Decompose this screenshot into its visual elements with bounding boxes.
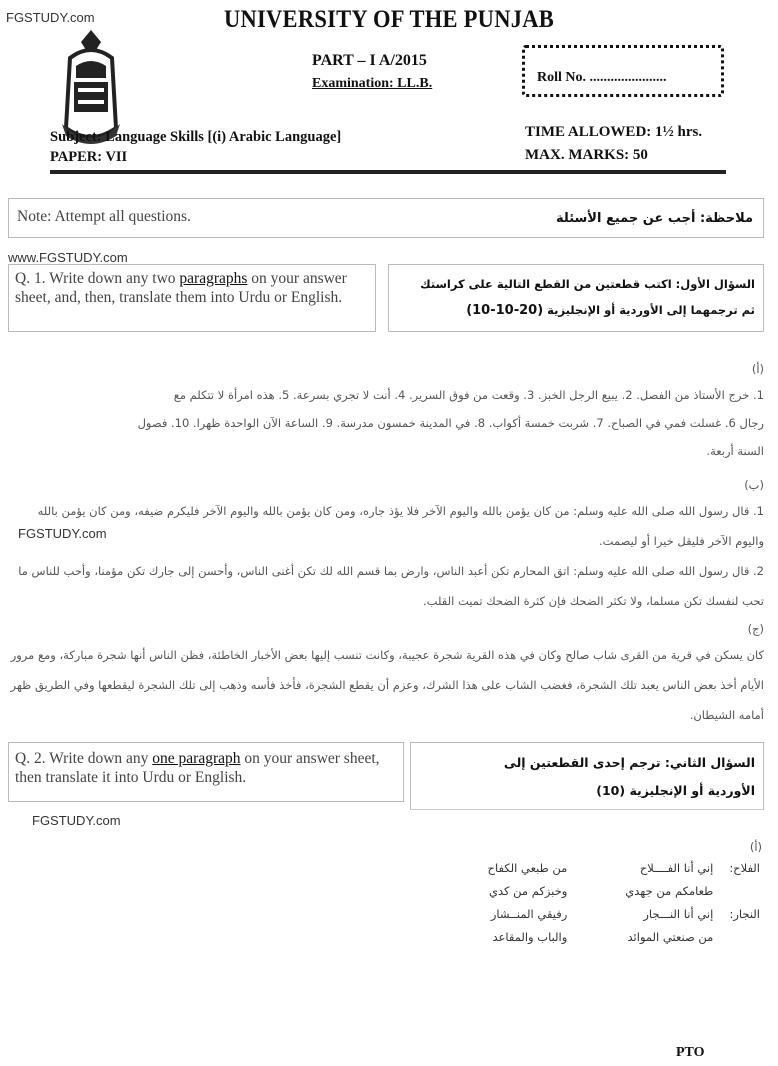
- q1-english-text: Q. 1. Write down any two paragraphs on your answer sheet, and, then, translate them into Urdu or English.: [15, 270, 347, 306]
- story-paragraph: كان يسكن في قرية من القرى شاب صالح وكان في هذه القرية شجرة عجيبة، وكانت تنسب إليها بعض الأخبار الخاطئة، فظن الناس أنها شجرة مباركة، ومع مرور الأيام أخذ بعض الناس يعبد تلك الشجرة، فغضب الشاب على هذا الشرك، وعزم أن يقطع الشجرة، فأخذ فأسه وذهب إلى تلك الشجرة ليقطعها وفي الطريق ظهر أمامه الشيطان.: [10, 648, 764, 722]
- subject-label: Subject: Language Skills [(i) Arabic Language]: [50, 129, 342, 145]
- section-b-label: (ب): [744, 478, 764, 492]
- section-a-line-2: رجال 6. غسلت فمي في الصباح. 7. شربت خمسة أكواب. 8. في المدينة خمسون مدرسة. 9. الساعة الآن الواحدة ظهرا. 10. فصول: [137, 416, 764, 430]
- hadith-1: 1. قال رسول الله صلى الله عليه وسلم: من كان يؤمن بالله واليوم الآخر فلا يؤذ جاره، ومن كان يؤمن بالله واليوم الآخر فليكرم ضيفه، ومن كان يؤمن بالله واليوم الآخر فليقل خيرا أو ليصمت.: [37, 504, 764, 548]
- header-divider: [50, 170, 726, 174]
- watermark: FGSTUDY.com: [18, 526, 107, 541]
- poem-label: (أ): [749, 840, 762, 854]
- note-english: Note: Attempt all questions.: [17, 208, 191, 225]
- q1-arabic-text: السؤال الأول: اكتب قطعتين من القطع التالية على كراستك ثم ترجمهما إلى الأوردية أو الإنجليزية (10-10-20): [420, 277, 755, 318]
- paper-label: PAPER: VII: [50, 149, 128, 165]
- max-marks: MAX. MARKS: 50: [525, 147, 648, 163]
- q1-arabic-box: [388, 264, 764, 332]
- poem-row: النجار: إني أنا النـــجار رفيقي المنــشار: [490, 906, 760, 921]
- pto-label: PTO: [676, 1045, 705, 1060]
- part-label: PART – I A/2015: [312, 52, 427, 69]
- q2-english-box: [8, 742, 404, 802]
- roll-number-label: Roll No. ......................: [537, 70, 667, 85]
- q2-english-text: Q. 2. Write down any one paragraph on your answer sheet, then translate it into Urdu or English.: [15, 750, 380, 786]
- time-allowed: TIME ALLOWED: 1½ hrs.: [525, 124, 703, 140]
- note-box: [8, 198, 764, 238]
- roll-number-box: [522, 45, 724, 97]
- q2-arabic-box: [410, 742, 764, 810]
- watermark: FGSTUDY.com: [6, 10, 95, 25]
- q2-arabic-text: السؤال الثاني: ترجم إحدى القطعتين إلى الأوردية أو الإنجليزية (10): [503, 755, 755, 798]
- poem-row: طعامكم من جهدي وخبزكم من كدي: [488, 883, 714, 898]
- section-a-label: (أ): [751, 362, 764, 376]
- section-c-label: (ج): [747, 622, 764, 636]
- watermark: FGSTUDY.com: [32, 813, 121, 828]
- section-a-line-3: السنة أربعة.: [706, 444, 764, 458]
- poem-row: من صنعتي الموائد والباب والمقاعد: [492, 929, 714, 944]
- watermark: www.FGSTUDY.com: [8, 250, 128, 265]
- section-a-line-1: 1. خرج الأستاذ من الفصل. 2. يبيع الرجل الخبز. 3. وقعت من فوق السرير. 4. أنت لا تجري بسرعة. 5. هذه امرأة لا تتكلم مع: [173, 388, 764, 402]
- poem-table: [480, 856, 768, 948]
- hadith-2: 2. قال رسول الله صلى الله عليه وسلم: اتق المحارم تكن أعبد الناس، وارض بما قسم الله لك تكن أغنى الناس، وأحسن إلى جارك تكن مؤمنا، وأحب للناس ما تحب لنفسك تكن مسلما، ولا تكثر الضحك فإن كثرة الضحك تميت القلب.: [18, 564, 764, 608]
- examination-label: Examination: LL.B.: [312, 76, 433, 91]
- q1-english-box: [8, 264, 376, 332]
- poem-row: الفلاح: إني أنا الفــــلاح من طبعي الكفاح: [487, 860, 760, 875]
- university-title: UNIVERSITY OF THE PUNJAB: [223, 6, 555, 33]
- note-arabic: ملاحظة: أجب عن جميع الأسئلة: [556, 211, 753, 226]
